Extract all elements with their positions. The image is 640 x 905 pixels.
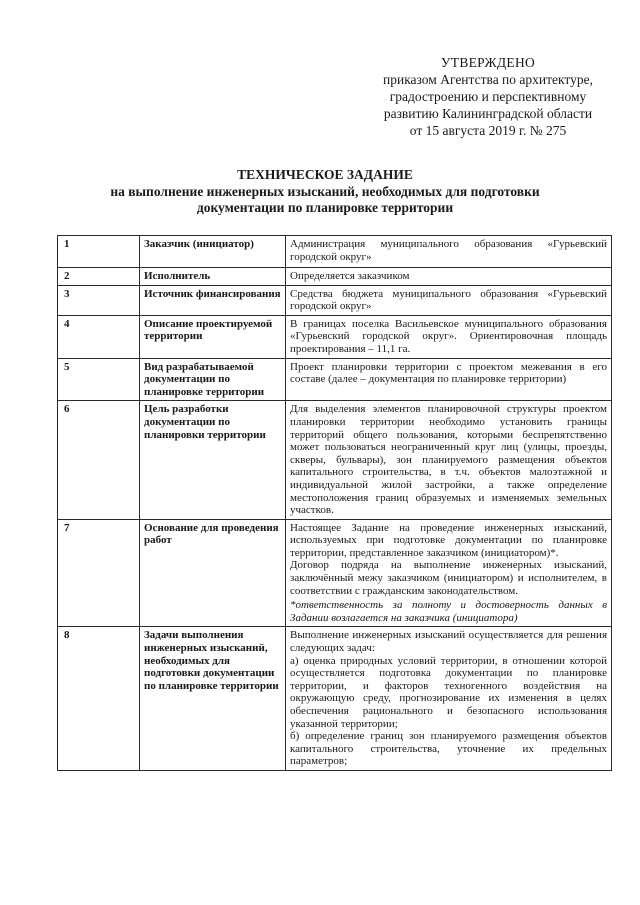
row-content: Для выделения элементов планировочной структуры проектом планировки территории необходимо установить границы территорий общего пользования, которыми беспрепятственно может пользоваться неограниченный круг лиц (улицы, проезды, скверы, бульвары), зон планируемого размещения объектов капитального строительства, в т.ч. объектов малоэтажной и индивидуальной жилой застройки, а также определение местоположения границ образуемых и изменяемых земельных участков.: [286, 401, 612, 519]
terms-table: [57, 235, 612, 771]
approval-heading: УТВЕРЖДЕНО: [440, 55, 536, 70]
row-label: Вид разрабатываемой документации по планировке территории: [140, 358, 286, 401]
table-row: [58, 268, 612, 286]
table-row: [58, 519, 612, 627]
row-number: 3: [58, 285, 140, 315]
table-row: [58, 285, 612, 315]
row-label: Заказчик (инициатор): [140, 236, 286, 268]
content-paragraph: а) оценка природных условий территории, в отношении которой осуществляется подготовка документации по планировке территории, и факторов техногенного воздействия на окружающую среду, прогнозирование их изменения в целях обеспечения рационального и безопасного использования указанной территории;: [290, 654, 607, 730]
approval-line: приказом Агентства по архитектуре,: [383, 72, 593, 87]
table-row: [58, 627, 612, 771]
content-paragraph: Договор подряда на выполнение инженерных изысканий, заключённый межу заказчиком (инициатором) и исполнителем, в соответствии с гражданским законодательством.: [290, 559, 607, 597]
row-content: [286, 627, 612, 771]
row-content: Проект планировки территории с проектом межевания в его составе (далее – документация по планировке территории): [286, 358, 612, 401]
row-label: Описание проектируемой территории: [140, 315, 286, 358]
row-number: 6: [58, 401, 140, 519]
approval-stamp: [368, 54, 608, 139]
content-paragraph: Выполнение инженерных изысканий осуществляется для решения следующих задач:: [290, 629, 607, 655]
row-label: Цель разработки документации по планировки территории: [140, 401, 286, 519]
subtitle-line: документации по планировке территории: [196, 200, 454, 215]
row-label: Основание для проведения работ: [140, 519, 286, 627]
row-label: Задачи выполнения инженерных изысканий, необходимых для подготовки документации по планировке территории: [140, 627, 286, 771]
row-number: 4: [58, 315, 140, 358]
approval-line: развитию Калининградской области: [383, 106, 593, 121]
row-number: 8: [58, 627, 140, 771]
content-paragraph: б) определение границ зон планируемого размещения объектов капитального строительства, уточнение их предельных параметров;: [290, 730, 607, 768]
row-number: 7: [58, 519, 140, 627]
table-row: [58, 401, 612, 519]
row-number: 2: [58, 268, 140, 286]
row-content: Администрация муниципального образования «Гурьевский городской округ»: [286, 236, 612, 268]
row-content: В границах поселка Васильевское муниципального образования «Гурьевский городской округ». Ориентировочная площадь проектирования – 11,1 га.: [286, 315, 612, 358]
row-content: Средства бюджета муниципального образования «Гурьевский городской округ»: [286, 285, 612, 315]
footnote: *ответственность за полноту и достоверность данных в Задании возлагается на заказчика (инициатора): [290, 599, 607, 624]
approval-line: градостроению и перспективному: [389, 89, 587, 104]
table-row: [58, 236, 612, 268]
row-label: Источник финансирования: [140, 285, 286, 315]
table-row: [58, 315, 612, 358]
row-content: [286, 519, 612, 627]
approval-date-line: от 15 августа 2019 г. № 275: [409, 123, 567, 138]
title-line: ТЕХНИЧЕСКОЕ ЗАДАНИЕ: [237, 167, 413, 182]
row-number: 5: [58, 358, 140, 401]
content-paragraph: Настоящее Задание на проведение инженерных изысканий, используемых при подготовке документации по планировке территории, представленное заказчиком (инициатором)*.: [290, 521, 607, 559]
row-content: Определяется заказчиком: [286, 268, 612, 286]
table-row: [58, 358, 612, 401]
row-number: 1: [58, 236, 140, 268]
document-title: [60, 167, 590, 217]
subtitle-line: на выполнение инженерных изысканий, необходимых для подготовки: [110, 183, 540, 199]
row-label: Исполнитель: [140, 268, 286, 286]
